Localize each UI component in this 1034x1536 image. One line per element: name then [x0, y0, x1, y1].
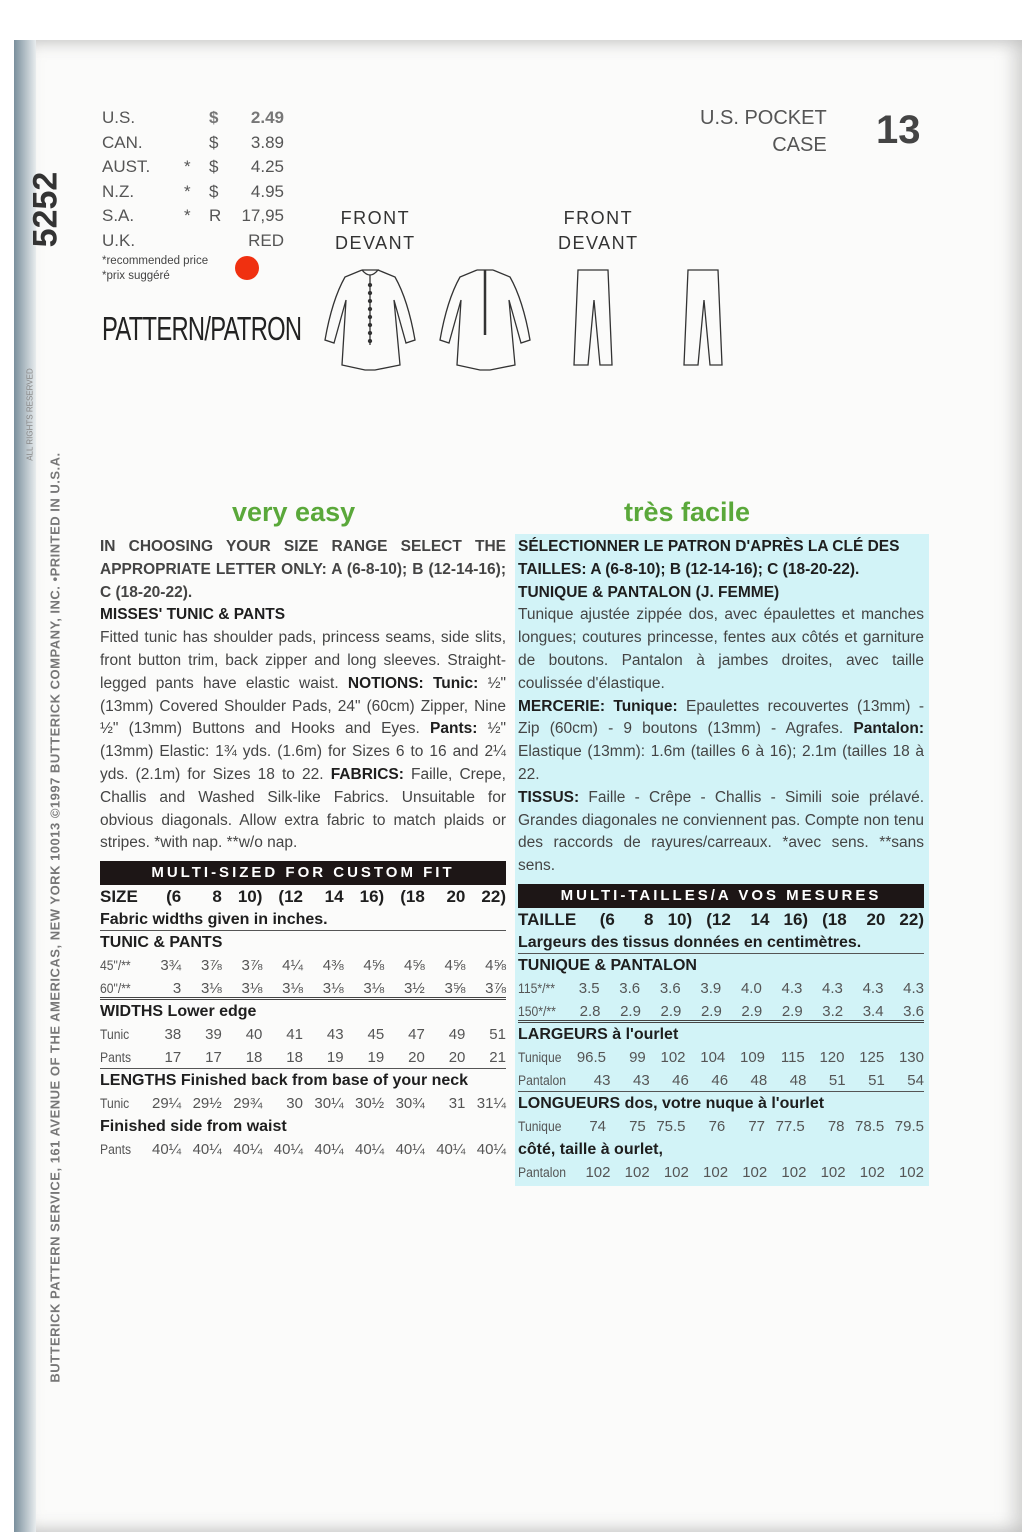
row-label: Pants — [100, 1050, 132, 1066]
size-value: 2.9 — [620, 1002, 641, 1020]
size-value: 51 — [489, 1026, 506, 1044]
front-label: FRONT — [340, 208, 411, 228]
tunique-notions: Epaulettes recouvertes (13mm) - Zip (60cm) - 9 boutons (13mm) - Agrafes. — [518, 697, 924, 738]
size-value: 102 — [703, 1163, 729, 1181]
size-value: 40¼ — [151, 1141, 182, 1159]
pantalon-notions: Elastique (13mm): 1.6m (tailles 6 à 16); 2.1m (tailles 18 à 22. — [518, 743, 924, 783]
size-value: 3.6 — [619, 979, 641, 997]
row-label: Pantalon — [518, 1164, 566, 1180]
size-value: 2.9 — [781, 1002, 803, 1020]
size-value: 102 — [660, 1048, 686, 1066]
pattern-label: PATTERN/PATRON — [102, 310, 302, 347]
size-value: 4⅝ — [485, 957, 506, 975]
country: CAN. — [102, 132, 143, 152]
size-value: 4.3 — [781, 979, 803, 997]
country: S.A. — [102, 206, 135, 225]
pocket-case — [700, 105, 827, 159]
mercerie — [518, 696, 924, 787]
pattern-title-fr: TUNIQUE & PANTALON (J. FEMME) — [518, 583, 780, 601]
size-value: 51 — [868, 1071, 885, 1089]
yardage-row-60 — [100, 977, 506, 1000]
mark: * — [184, 157, 191, 176]
tunic-pants-heading: TUNIC & PANTS — [100, 934, 223, 952]
size-value: 8 — [644, 909, 654, 929]
size-value: 39 — [205, 1026, 222, 1044]
currency — [209, 231, 234, 256]
width-pants-row — [100, 1046, 506, 1069]
pants-view-label — [558, 206, 639, 256]
price-value: RED — [248, 230, 284, 250]
size-value: 78.5 — [855, 1117, 885, 1135]
devant-label: DEVANT — [335, 233, 416, 253]
size-value: 48 — [750, 1071, 768, 1089]
size-value: 78 — [827, 1117, 845, 1135]
size-value: 21 — [489, 1049, 506, 1067]
size-value: (12 — [706, 909, 731, 929]
tunic-back-illustration — [440, 270, 530, 370]
pantalon-label: Pantalon: — [853, 720, 924, 738]
size-value: 102 — [624, 1163, 650, 1181]
description — [100, 627, 506, 855]
size-value: 77 — [748, 1117, 766, 1135]
tissus-label: TISSUS: — [518, 788, 580, 806]
size-value: 30½ — [354, 1095, 385, 1113]
size-value: 4⅝ — [444, 957, 466, 975]
size-row — [100, 885, 506, 908]
size-value: 76 — [708, 1117, 726, 1135]
pants-front-illustration — [574, 270, 612, 365]
row-label: 150*/** — [518, 1003, 556, 1019]
longueur-pantalon-row — [518, 1161, 924, 1184]
mark — [184, 108, 209, 133]
size-value: 130 — [898, 1048, 924, 1066]
size-value: 3⅞ — [485, 980, 506, 998]
currency: $ — [209, 132, 219, 152]
price-row — [102, 206, 284, 231]
pocket-label: U.S. POCKET — [700, 107, 827, 129]
taille-row — [518, 908, 924, 931]
size-value: 4.3 — [862, 979, 884, 997]
fabric-widths-note-fr: Largeurs des tissus données en centimètres. — [518, 931, 924, 954]
size-value: 47 — [408, 1026, 425, 1044]
row-label: Pantalon — [518, 1072, 566, 1088]
size-value: 40¼ — [273, 1141, 303, 1159]
size-value: 102 — [742, 1163, 768, 1181]
size-value: 19 — [326, 1049, 344, 1067]
size-value: 40¼ — [395, 1141, 425, 1159]
size-value: 4⅝ — [363, 957, 385, 975]
price-row — [102, 133, 284, 158]
size-value: 120 — [819, 1048, 845, 1066]
size-value: 4.3 — [903, 979, 924, 997]
size-value: 75 — [629, 1117, 646, 1135]
heading-tres-facile: très facile — [624, 497, 751, 527]
size-value: 102 — [781, 1163, 807, 1181]
price-value: 4.95 — [250, 181, 284, 201]
country: AUST. — [102, 157, 151, 176]
tunic-label: Tunic: — [432, 674, 479, 692]
size-value: 20 — [448, 1049, 466, 1067]
size-value: 19 — [367, 1049, 385, 1067]
size-value: 3.9 — [700, 979, 722, 997]
row-label: 60"/** — [100, 981, 131, 997]
english-column — [100, 536, 506, 1161]
row-label: Tunique — [518, 1049, 562, 1065]
size-value: 3.5 — [578, 979, 600, 997]
mark: * — [184, 181, 191, 201]
case-label: CASE — [772, 134, 827, 156]
size-value: 8 — [212, 887, 222, 907]
price-note-en: *recommended price — [102, 255, 209, 267]
size-value: (12 — [278, 887, 303, 907]
size-value: 40 — [245, 1026, 263, 1044]
size-value: 125 — [859, 1048, 885, 1066]
size-value: 79.5 — [894, 1117, 924, 1135]
size-value: 45 — [367, 1026, 385, 1044]
size-value: 40¼ — [314, 1141, 344, 1159]
size-value: 74 — [589, 1117, 607, 1135]
tissus-text: Faille - Crêpe - Challis - Simili soie prélavé. Grandes diagonales ne conviennent pas. Compte non tenu des raccords de rayures/carreaux. *avec sens. **sans sens. — [518, 788, 925, 875]
size-value: 10) — [667, 909, 693, 929]
tunique-pantalon-heading: TUNIQUE & PANTALON — [518, 956, 697, 974]
size-value: 2.9 — [660, 1002, 682, 1020]
french-column — [518, 536, 924, 1184]
rights-notice: ALL RIGHTS RESERVED — [25, 368, 35, 461]
tunique-label: Tunique: — [613, 697, 678, 715]
size-instructions-fr: SÉLECTIONNER LE PATRON D'APRÈS LA CLÉ DES TAILLES: A (6-8-10); B (12-14-16); C (18-20-22). — [518, 538, 900, 578]
length-pants-row — [100, 1138, 506, 1161]
price-row — [102, 231, 284, 256]
country: U.K. — [102, 230, 136, 250]
lengths-heading: LENGTHS Finished back from base of your neck — [100, 1072, 469, 1090]
size-value: 20 — [408, 1049, 425, 1067]
widths-heading: WIDTHS Lower edge — [100, 1003, 257, 1021]
envelope-edge — [14, 40, 36, 1532]
size-value: 115 — [780, 1048, 805, 1066]
size-value: 3⅛ — [282, 980, 303, 998]
tunic-front-illustration — [325, 270, 415, 370]
size-value: 46 — [672, 1071, 689, 1089]
pants-notions: ½" (13mm) Elastic: 1¾ yds. (1.6m) for Sizes 6 to 16 and 2¼ yds. (2.1m) for Sizes 18 to 22. — [100, 720, 506, 783]
garment-illustrations — [320, 265, 750, 395]
size-value: 14 — [324, 887, 344, 907]
row-label: 45"/** — [100, 958, 131, 974]
price-row — [102, 182, 284, 207]
size-value: 3.2 — [822, 1002, 844, 1020]
red-price-dot — [235, 256, 259, 280]
row-label: 115*/** — [518, 980, 555, 996]
size-value: 2.8 — [579, 1002, 601, 1020]
size-value: 51 — [828, 1071, 846, 1089]
size-value: 20 — [446, 887, 466, 907]
mark — [184, 133, 209, 158]
currency: $ — [209, 157, 219, 176]
size-instructions: IN CHOOSING YOUR SIZE RANGE SELECT THE APPROPRIATE LETTER ONLY: A (6-8-10); B (12-14-16); C (18-20-22). — [100, 538, 506, 601]
size-value: 54 — [907, 1071, 924, 1089]
tissus — [518, 787, 924, 878]
side-length-heading: Finished side from waist — [100, 1118, 287, 1136]
size-value: 3⅛ — [322, 980, 344, 998]
size-value: 46 — [711, 1071, 729, 1089]
size-value: 99 — [629, 1048, 646, 1066]
devant-label: DEVANT — [558, 233, 639, 253]
metrage-row-115 — [518, 977, 924, 1000]
size-value: 75.5 — [656, 1117, 686, 1135]
size-value: 29½ — [192, 1095, 222, 1113]
size-value: 22) — [899, 909, 924, 929]
size-value: 49 — [448, 1026, 466, 1044]
size-value: 3.6 — [903, 1002, 924, 1020]
size-value: 102 — [820, 1163, 846, 1181]
price-value: 2.49 — [250, 108, 284, 127]
mercerie-label: MERCERIE: — [518, 697, 605, 715]
tunic-notions: ½" (13mm) Covered Shoulder Pads, 24" (60cm) Zipper, Nine ½" (13mm) Buttons and Hooks and Eyes. — [100, 674, 507, 738]
price-value: 17,95 — [241, 206, 284, 225]
largeurs-heading: LARGEURS à l'ourlet — [518, 1025, 679, 1043]
size-value: 43 — [593, 1071, 611, 1089]
multi-taille-bar: MULTI-TAILLES/A VOS MESURES — [518, 884, 924, 908]
size-value: 3⅛ — [200, 980, 222, 998]
size-value: 29¾ — [233, 1095, 263, 1113]
size-value: 109 — [739, 1048, 766, 1066]
size-value: 102 — [585, 1163, 611, 1181]
size-value: (6 — [166, 887, 182, 907]
size-value: 3½ — [403, 980, 425, 998]
size-value: 30 — [286, 1095, 303, 1113]
row-label: Tunic — [100, 1027, 130, 1043]
size-value: 4¼ — [282, 957, 303, 975]
currency: $ — [209, 181, 219, 201]
size-value: 20 — [866, 909, 886, 929]
row-label: SIZE — [100, 887, 138, 907]
size-value: 3⅞ — [241, 957, 263, 975]
country: U.S. — [102, 108, 136, 127]
length-tunic-row — [100, 1092, 506, 1115]
size-value: 102 — [859, 1163, 885, 1181]
pants-back-illustration — [684, 270, 722, 365]
description-text: Fitted tunic has shoulder pads, princess seams, side slits, front button trim, back zipper and long sleeves. Straight-legged pants have elastic waist. — [100, 629, 506, 692]
price-note-fr: *prix suggéré — [102, 270, 170, 282]
price-notes — [102, 254, 208, 284]
largeur-tunique-row — [518, 1046, 924, 1069]
case-number: 13 — [876, 108, 921, 152]
size-value: 31¼ — [476, 1095, 506, 1113]
size-value: 17 — [164, 1049, 182, 1067]
mark — [184, 231, 209, 256]
row-label: Tunique — [518, 1118, 562, 1134]
size-value: 102 — [663, 1163, 689, 1181]
currency: R — [209, 206, 222, 225]
fabric-widths-note: Fabric widths given in inches. — [100, 908, 506, 931]
size-value: (6 — [599, 909, 615, 929]
row-label: Pants — [100, 1142, 132, 1158]
size-value: 4.3 — [822, 979, 843, 997]
row-label: Tunic — [100, 1096, 130, 1112]
size-value: 22) — [481, 887, 506, 907]
size-value: 48 — [789, 1071, 807, 1089]
size-value: 31 — [448, 1095, 466, 1113]
size-value: 3⅛ — [241, 980, 263, 998]
price-list — [102, 108, 284, 255]
yardage-row-45 — [100, 954, 506, 977]
size-value: 40¼ — [192, 1141, 222, 1159]
size-value: 30¾ — [395, 1095, 425, 1113]
size-value: 38 — [164, 1026, 182, 1044]
size-value: 102 — [898, 1163, 924, 1181]
size-value: 43 — [326, 1026, 344, 1044]
size-value: (18 — [822, 909, 847, 929]
size-value: 40¼ — [354, 1141, 385, 1159]
pattern-number: 5252 — [26, 171, 65, 248]
size-value: (18 — [400, 887, 425, 907]
size-value: 10) — [237, 887, 263, 907]
size-value: 3⅝ — [444, 980, 466, 998]
fabrics-label: FABRICS: — [330, 765, 404, 783]
price-row — [102, 108, 284, 133]
size-value: 4.0 — [740, 979, 762, 997]
pants-label: Pants: — [430, 720, 478, 738]
size-value: 4⅜ — [322, 957, 344, 975]
largeur-pantalon-row — [518, 1069, 924, 1092]
size-value: 96.5 — [576, 1048, 607, 1066]
size-value: 3.6 — [659, 979, 681, 997]
size-value: 40¼ — [436, 1141, 466, 1159]
tunic-view-label — [335, 206, 416, 256]
size-value: 41 — [286, 1026, 303, 1044]
metrage-row-150 — [518, 1000, 924, 1023]
multi-size-bar: MULTI-SIZED FOR CUSTOM FIT — [100, 861, 506, 885]
price-value: 3.89 — [250, 132, 284, 152]
currency: $ — [209, 108, 219, 127]
size-value: 14 — [750, 909, 770, 929]
heading-very-easy: very easy — [232, 497, 356, 527]
size-value: 2.9 — [741, 1002, 763, 1020]
size-value: 77.5 — [775, 1117, 805, 1135]
front-label: FRONT — [563, 208, 634, 228]
size-value: 17 — [205, 1049, 222, 1067]
size-value: 3⅞ — [200, 957, 222, 975]
price-row — [102, 157, 284, 182]
publisher-imprint: BUTTERICK PATTERN SERVICE, 161 AVENUE OF THE AMERICAS, NEW YORK 10013 ©1997 BUTTERICK COMPANY, INC. •PRINTED IN U.S.A. — [47, 452, 63, 1383]
size-value: 3 — [172, 980, 182, 998]
size-value: 29¼ — [151, 1095, 182, 1113]
size-value: 3.4 — [862, 1002, 884, 1020]
longueur-tunique-row — [518, 1115, 924, 1138]
fabrics-text: Faille, Crepe, Challis and Washed Silk-like Fabrics. Unsuitable for obvious diagonals. Allow extra fabric to match plaids or stripes. *with nap. **w/o nap. — [100, 765, 506, 852]
size-value: 43 — [632, 1071, 650, 1089]
size-value: 3¾ — [160, 957, 182, 975]
size-value: 40¼ — [233, 1141, 263, 1159]
width-tunic-row — [100, 1023, 506, 1046]
country: N.Z. — [102, 181, 135, 201]
size-value: 40¼ — [476, 1141, 506, 1159]
longueurs-heading: LONGUEURS dos, votre nuque à l'ourlet — [518, 1094, 825, 1112]
row-label: TAILLE — [518, 909, 577, 929]
description-fr: Tunique ajustée zippée dos, avec épaulettes et manches longues; coutures princesse, fentes aux côtés et garniture de boutons. Pantalon à jambes droites, avec taille coulissée d'élastique. — [518, 606, 924, 692]
cote-heading: côté, taille à ourlet, — [518, 1140, 663, 1158]
price-value: 4.25 — [250, 157, 284, 176]
size-value: 3⅛ — [363, 980, 385, 998]
mark: * — [184, 206, 191, 225]
size-value: 30¼ — [314, 1095, 344, 1113]
size-value: 4⅝ — [403, 957, 425, 975]
size-value: 16) — [783, 909, 809, 929]
notions-label: NOTIONS: — [347, 674, 424, 692]
pattern-title: MISSES' TUNIC & PANTS — [100, 606, 286, 624]
size-value: 18 — [286, 1049, 303, 1067]
size-value: 104 — [700, 1048, 726, 1066]
size-value: 18 — [245, 1049, 263, 1067]
size-value: 2.9 — [700, 1002, 722, 1020]
size-value: 16) — [359, 887, 385, 907]
